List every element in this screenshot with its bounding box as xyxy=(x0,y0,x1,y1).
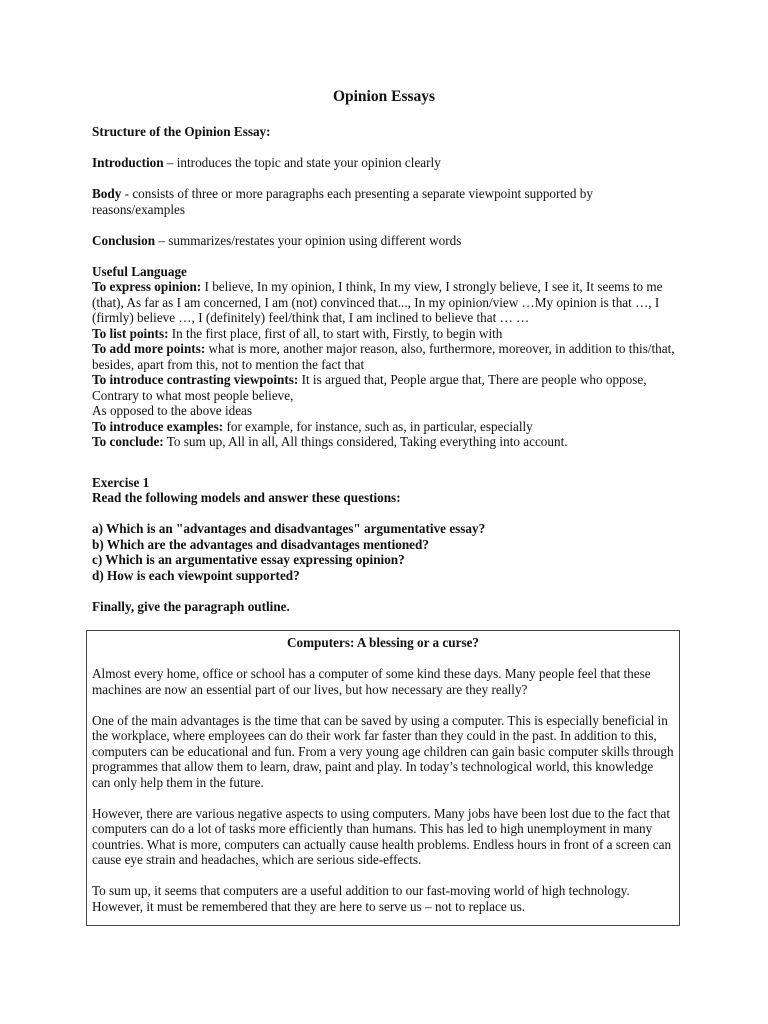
essay-paragraph: One of the main advantages is the time that can be saved by using a computer. This is especially beneficial in the workplace, where employees can do their work far faster than they could in the past. In addition to this, computers can be educational and fun. From a very young age children can gain basic computer skills through programmes that allow them to learn, draw, paint and play. In today’s technological world, this knowledge can only help them in the future. xyxy=(92,712,674,790)
useful-language-item xyxy=(92,372,682,403)
useful-language-item xyxy=(92,326,682,342)
exercise-question: c) Which is an argumentative essay expressing opinion? xyxy=(92,552,405,567)
structure-heading: Structure of the Opinion Essay: xyxy=(92,124,271,139)
document-body xyxy=(92,124,682,614)
body-text: - consists of three or more paragraphs each presenting a separate viewpoint supported by reasons/examples xyxy=(92,186,593,217)
item-text: what is more, another major reason, also, furthermore, moreover, in addition to this/that, besides, apart from this, not to mention the fact that xyxy=(92,341,675,372)
exercise-instruction: Read the following models and answer these questions: xyxy=(92,490,401,505)
essay-box xyxy=(86,630,680,926)
useful-language-item xyxy=(92,419,682,435)
conclusion-line xyxy=(92,233,682,249)
exercise-question: d) How is each viewpoint supported? xyxy=(92,567,300,583)
introduction-line xyxy=(92,155,682,171)
introduction-label: Introduction xyxy=(92,155,164,170)
item-text: for example, for instance, such as, in particular, especially xyxy=(223,418,533,434)
useful-language-item-extra: As opposed to the above ideas xyxy=(92,403,253,418)
useful-language-heading: Useful Language xyxy=(92,263,187,279)
item-text: In the first place, first of all, to start with, Firstly, to begin with xyxy=(168,325,503,341)
item-label: To introduce contrasting viewpoints: xyxy=(92,372,299,387)
item-label: To conclude: xyxy=(92,434,164,449)
useful-language-item xyxy=(92,341,682,372)
conclusion-text: – summarizes/restates your opinion using different words xyxy=(155,232,462,248)
item-text: I believe, In my opinion, I think, In my view, I strongly believe, I see it, It seems to me (that), As far as I am concerned, I am (not) convinced that..., In my opinion/view …My opinion is that …, I (firmly) believe …, I (definitely) feel/think that, I am inclined to believe that … … xyxy=(92,279,663,325)
introduction-text: – introduces the topic and state your opinion clearly xyxy=(163,155,441,170)
useful-language-item xyxy=(92,279,682,326)
conclusion-label: Conclusion xyxy=(92,232,156,248)
exercise-question: b) Which are the advantages and disadvantages mentioned? xyxy=(92,536,429,552)
exercise-question: a) Which is an "advantages and disadvantages" argumentative essay? xyxy=(92,521,486,536)
useful-language-item xyxy=(92,434,682,450)
essay-title: Computers: A blessing or a curse? xyxy=(286,635,480,650)
body-label: Body xyxy=(92,186,122,201)
essay-paragraph: However, there are various negative aspects to using computers. Many jobs have been lost due to the fact that computers can do a lot of tasks more efficiently than humans. This has led to high unemployment in many countries. What is more, computers can actually cause health problems. Endless hours in front of a screen can cause eye strain and headaches, which are serious side-effects. xyxy=(92,805,672,867)
body-line xyxy=(92,186,682,217)
essay-paragraph: To sum up, it seems that computers are a useful addition to our fast-moving world of high technology. However, it must be remembered that they are here to serve us – not to replace us. xyxy=(92,883,630,914)
page-title: Opinion Essays xyxy=(332,88,436,105)
essay-paragraph: Almost every home, office or school has a computer of some kind these days. Many people feel that these machines are now an essential part of our lives, but how necessary are they really? xyxy=(92,666,651,697)
exercise-heading: Exercise 1 xyxy=(92,474,150,490)
item-label: To express opinion: xyxy=(92,279,202,294)
item-label: To introduce examples: xyxy=(92,418,224,434)
item-label: To add more points: xyxy=(92,341,206,356)
item-label: To list points: xyxy=(92,325,169,341)
item-text: To sum up, All in all, All things considered, Taking everything into account. xyxy=(163,434,568,449)
item-text: It is argued that, People argue that, There are people who oppose, Contrary to what most people believe, xyxy=(92,372,647,403)
exercise-final: Finally, give the paragraph outline. xyxy=(92,598,290,614)
